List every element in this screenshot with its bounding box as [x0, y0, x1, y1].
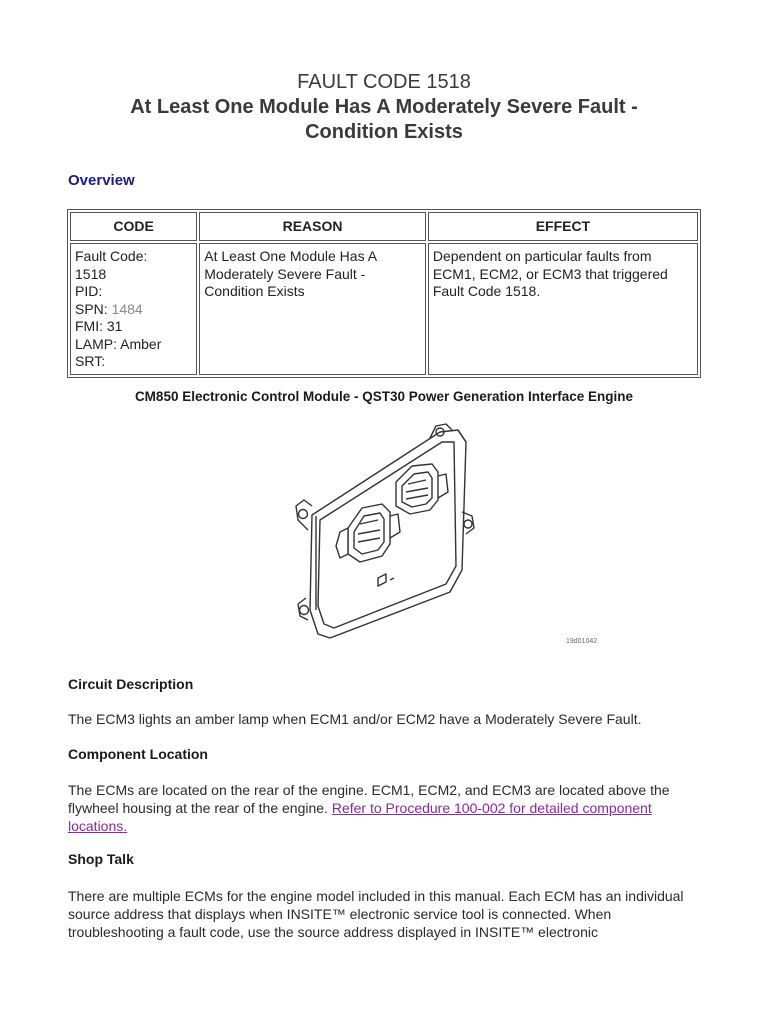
header-code: CODE [70, 212, 197, 241]
shop-talk-text: There are multiple ECMs for the engine model included in this manual. Each ECM has an individual source address that displays when INSITE™ electronic service tool is connected. When troubleshooting a fault code, use the source address displayed in INSITE™ electronic [68, 888, 684, 940]
fault-code-title: FAULT CODE 1518 [297, 71, 471, 93]
srt-label: SRT: [75, 353, 106, 369]
component-location-text [68, 781, 708, 835]
lamp-value: Amber [120, 335, 162, 352]
spn-value: 1484 [111, 300, 143, 317]
lamp-row [75, 336, 192, 354]
fault-code-value: 1518 [75, 265, 107, 282]
fmi-label: FMI: [75, 318, 103, 334]
shop-talk-heading: Shop Talk [68, 851, 134, 867]
header-effect: EFFECT [428, 212, 698, 241]
fmi-value: 31 [106, 318, 123, 334]
table-header-row [70, 212, 698, 241]
lamp-label: LAMP: [75, 335, 118, 352]
circuit-description-heading: Circuit Description [68, 676, 194, 692]
procedure-link[interactable]: Refer to Procedure 100-002 for detailed component locations. [68, 800, 652, 834]
table-row [70, 243, 698, 375]
page-title [0, 70, 768, 145]
circuit-description-text: The ECM3 lights an amber lamp when ECM1 and/or ECM2 have a Moderately Severe Fault. [68, 711, 642, 727]
pid-label: PID: [75, 283, 103, 299]
fault-code-label: Fault Code: [75, 248, 148, 264]
fault-description-title-line1: At Least One Module Has A Moderately Severe Fault - [130, 96, 638, 118]
effect-cell: Dependent on particular faults from ECM1, ECM2, or ECM3 that triggered Fault Code 1518. [428, 243, 698, 375]
component-location-body: The ECMs are located on the rear of the engine. ECM1, ECM2, and ECM3 are located above the flywheel housing at the rear of the engine. [68, 782, 670, 816]
figure-caption: CM850 Electronic Control Module - QST30 Power Generation Interface Engine [134, 389, 634, 404]
fault-description-title-line2: Condition Exists [305, 121, 463, 143]
reason-cell: At Least One Module Has A Moderately Severe Fault - Condition Exists [199, 243, 426, 375]
component-location-heading: Component Location [68, 746, 208, 762]
code-cell [70, 243, 197, 375]
fault-code-table [67, 209, 701, 378]
overview-heading: Overview [68, 172, 135, 189]
ecm-module-illustration [290, 420, 620, 650]
fmi-row [75, 318, 192, 336]
figure-id: 19d01042 [566, 638, 598, 645]
header-reason: REASON [199, 212, 426, 241]
spn-label: SPN: [75, 300, 108, 317]
spn-row [75, 301, 192, 319]
